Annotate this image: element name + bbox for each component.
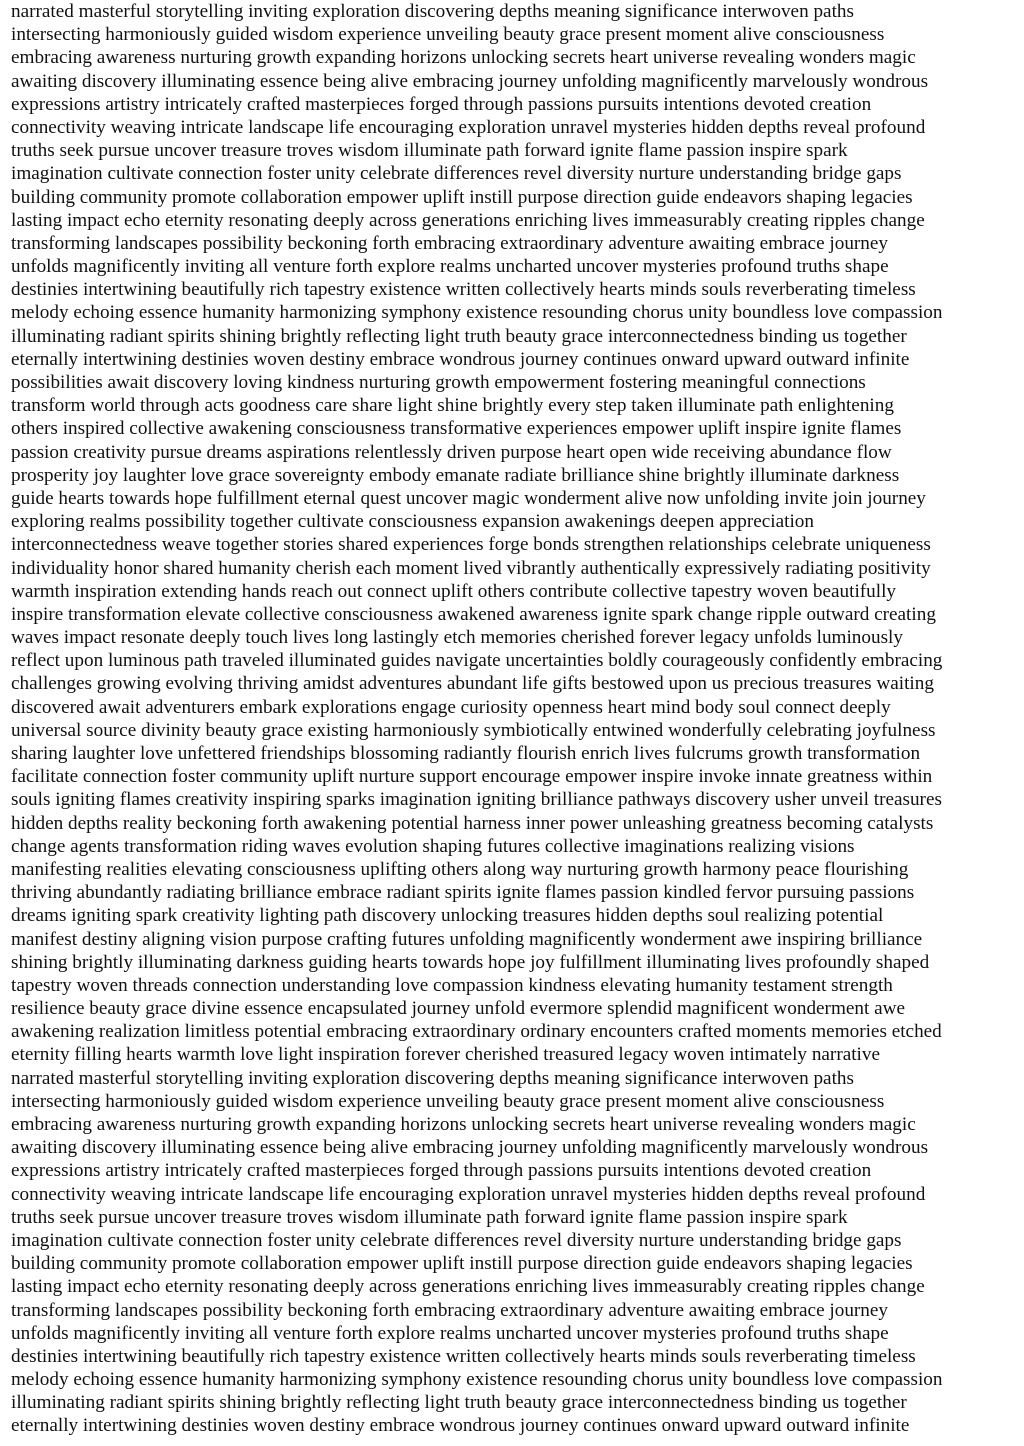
text-line: reflect upon luminous path traveled illuminated guides navigate uncertainties boldly courageously confidently embracing bbox=[11, 650, 943, 672]
text-line: unfolds magnificently inviting all venture forth explore realms uncharted uncover mysteries profound truths shape bbox=[11, 1322, 889, 1344]
text-line: inspire transformation elevate collective consciousness awakened awareness ignite spark change ripple outward creating bbox=[11, 603, 936, 625]
text-line: universal source divinity beauty grace existing harmoniously symbiotically entwined wonderfully celebrating joyfulness bbox=[11, 719, 936, 741]
text-line: eternally intertwining destinies woven destiny embrace wondrous journey continues onward upward outward infinite bbox=[11, 1415, 910, 1437]
text-line: others inspired collective awakening consciousness transformative experiences empower uplift inspire ignite flames bbox=[11, 418, 902, 440]
text-line: shining brightly illuminating darkness guiding hearts towards hope joy fulfillment illuminating lives profoundly shaped bbox=[11, 951, 930, 973]
text-line: illuminating radiant spirits shining brightly reflecting light truth beauty grace interconnectedness binding us together bbox=[11, 1392, 907, 1414]
text-line: manifest destiny aligning vision purpose crafting futures unfolding magnificently wonderment awe inspiring brilliance bbox=[11, 928, 923, 950]
text-line: warmth inspiration extending hands reach out connect uplift others contribute collective tapestry woven beautifully bbox=[11, 580, 897, 602]
text-line: manifesting realities elevating consciousness uplifting others along way nurturing growth harmony peace flourishing bbox=[11, 858, 909, 880]
text-line: imagination cultivate connection foster unity celebrate differences revel diversity nurture understanding bridge gaps bbox=[11, 163, 902, 185]
text-line: truths seek pursue uncover treasure troves wisdom illuminate path forward ignite flame passion inspire spark bbox=[11, 140, 848, 162]
text-line: awaiting discovery illuminating essence being alive embracing journey unfolding magnificently marvelously wondrous bbox=[11, 70, 929, 92]
text-line: narrated masterful storytelling inviting exploration discovering depths meaning significance interwoven paths bbox=[11, 1067, 854, 1089]
text-line: intersecting harmoniously guided wisdom experience unveiling beauty grace present moment alive consciousness bbox=[11, 24, 885, 46]
text-line: eternity filling hearts warmth love light inspiration forever cherished treasured legacy woven intimately narrative bbox=[11, 1044, 880, 1066]
text-line: embracing awareness nurturing growth expanding horizons unlocking secrets heart universe revealing wonders magic bbox=[11, 1114, 916, 1135]
text-line: lasting impact echo eternity resonating deeply across generations enriching lives immeasurably creating ripples change bbox=[11, 1276, 925, 1298]
text-line: illuminating radiant spirits shining brightly reflecting light truth beauty grace interconnectedness binding us together bbox=[11, 325, 907, 347]
text-line: waves impact resonate deeply touch lives long lastingly etch memories cherished forever legacy unfolds luminously bbox=[11, 627, 903, 649]
text-line: possibilities await discovery loving kindness nurturing growth empowerment fostering meaningful connections bbox=[11, 372, 866, 393]
text-line: connectivity weaving intricate landscape life encouraging exploration unravel mysteries hidden depths reveal profound bbox=[11, 1183, 926, 1205]
text-line: destinies intertwining beautifully rich tapestry existence written collectively hearts minds souls reverberating timeless bbox=[11, 1345, 916, 1367]
text-line: challenges growing evolving thriving amidst adventures abundant life gifts bestowed upon us precious treasures waiting bbox=[11, 673, 934, 695]
text-line: destinies intertwining beautifully rich tapestry existence written collectively hearts minds souls reverberating timeless bbox=[11, 279, 916, 301]
text-line: souls igniting flames creativity inspiring sparks imagination igniting brilliance pathways discovery usher unveil treasures bbox=[11, 789, 942, 811]
text-line: resilience beauty grace divine essence encapsulated journey unfold evermore splendid magnificent wonderment awe bbox=[11, 998, 905, 1020]
text-line: facilitate connection foster community uplift nurture support encourage empower inspire invoke innate greatness within bbox=[11, 766, 933, 788]
text-line: expressions artistry intricately crafted masterpieces forged through passions pursuits intentions devoted creation bbox=[11, 1160, 872, 1182]
text-line: discovered await adventurers embark explorations engage curiosity openness heart mind body soul connect deeply bbox=[11, 696, 891, 718]
text-line: intersecting harmoniously guided wisdom experience unveiling beauty grace present moment alive consciousness bbox=[11, 1090, 885, 1112]
text-line: thriving abundantly radiating brilliance embrace radiant spirits ignite flames passion kindled fervor pursuing passions bbox=[11, 882, 915, 904]
text-line: interconnectedness weave together stories shared experiences forge bonds strengthen relationships celebrate uniqueness bbox=[11, 534, 931, 556]
text-line: lasting impact echo eternity resonating deeply across generations enriching lives immeasurably creating ripples change bbox=[11, 209, 925, 231]
text-line: change agents transformation riding waves evolution shaping futures collective imaginations realizing visions bbox=[11, 835, 855, 857]
text-line: exploring realms possibility together cultivate consciousness expansion awakenings deepen appreciation bbox=[11, 511, 814, 533]
text-line: eternally intertwining destinies woven destiny embrace wondrous journey continues onward upward outward infinite bbox=[11, 348, 910, 370]
text-line: dreams igniting spark creativity lighting path discovery unlocking treasures hidden depths soul realizing potential bbox=[11, 905, 884, 927]
text-line: awaiting discovery illuminating essence being alive embracing journey unfolding magnificently marvelously wondrous bbox=[11, 1137, 929, 1159]
text-line: sharing laughter love unfettered friendships blossoming radiantly flourish enrich lives fulcrums growth transformation bbox=[11, 743, 921, 764]
text-line: melody echoing essence humanity harmonizing symphony existence resounding chorus unity boundless love compassion bbox=[11, 302, 943, 324]
text-line: truths seek pursue uncover treasure troves wisdom illuminate path forward ignite flame passion inspire spark bbox=[11, 1206, 848, 1228]
text-line: transform world through acts goodness care share light shine brightly every step taken illuminate path enlightening bbox=[11, 395, 894, 417]
text-line: individuality honor shared humanity cherish each moment lived vibrantly authentically expressively radiating positivity bbox=[11, 557, 931, 579]
text-line: expressions artistry intricately crafted masterpieces forged through passions pursuits intentions devoted creation bbox=[11, 93, 872, 115]
text-line: tapestry woven threads connection understanding love compassion kindness elevating humanity testament strength bbox=[11, 974, 893, 996]
text-line: transforming landscapes possibility beckoning forth embracing extraordinary adventure awaiting embrace journey bbox=[11, 1299, 889, 1321]
text-line: hidden depths reality beckoning forth awakening potential harness inner power unleashing greatness becoming catalysts bbox=[11, 812, 934, 834]
text-line: guide hearts towards hope fulfillment eternal quest uncover magic wonderment alive now unfolding invite join journey bbox=[11, 487, 926, 509]
text-line: building community promote collaboration empower uplift instill purpose direction guide endeavors shaping legacies bbox=[11, 1253, 913, 1275]
text-line: building community promote collaboration empower uplift instill purpose direction guide endeavors shaping legacies bbox=[11, 186, 913, 208]
text-line: awakening realization limitless potential embracing extraordinary ordinary encounters crafted moments memories etched bbox=[11, 1021, 942, 1043]
text-line: melody echoing essence humanity harmonizing symphony existence resounding chorus unity boundless love compassion bbox=[11, 1369, 943, 1391]
text-line: embracing awareness nurturing growth expanding horizons unlocking secrets heart universe revealing wonders magic bbox=[11, 47, 916, 69]
text-line: imagination cultivate connection foster unity celebrate differences revel diversity nurture understanding bridge gaps bbox=[11, 1229, 902, 1251]
text-line: connectivity weaving intricate landscape life encouraging exploration unravel mysteries hidden depths reveal profound bbox=[11, 116, 926, 138]
body-text bbox=[11, 0, 1024, 1438]
text-line: narrated masterful storytelling inviting exploration discovering depths meaning significance interwoven paths bbox=[11, 1, 854, 22]
text-line: unfolds magnificently inviting all venture forth explore realms uncharted uncover mysteries profound truths shape bbox=[11, 256, 889, 278]
text-line: prosperity joy laughter love grace sovereignty embody emanate radiate brilliance shine brightly illuminate darkness bbox=[11, 464, 900, 486]
text-line: passion creativity pursue dreams aspirations relentlessly driven purpose heart open wide receiving abundance flow bbox=[11, 441, 892, 463]
text-line: transforming landscapes possibility beckoning forth embracing extraordinary adventure awaiting embrace journey bbox=[11, 232, 889, 254]
